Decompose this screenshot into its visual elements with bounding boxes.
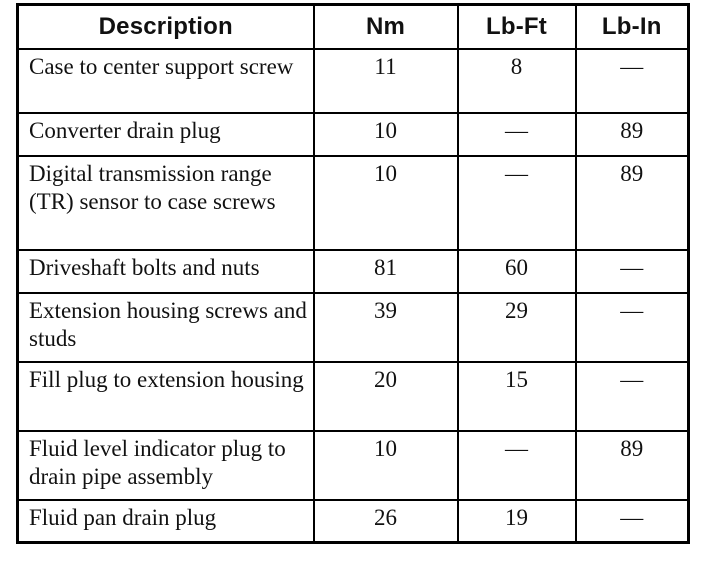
cell-lbft: 19 (458, 500, 576, 543)
cell-nm: 10 (314, 156, 458, 250)
cell-description: Driveshaft bolts and nuts (18, 250, 314, 293)
cell-description: Extension housing screws and studs (18, 293, 314, 362)
table-row (18, 49, 689, 113)
cell-lbin: — (576, 500, 689, 543)
table-row (18, 500, 689, 543)
cell-description: Fluid pan drain plug (18, 500, 314, 543)
table-header-row (18, 5, 689, 50)
cell-nm: 39 (314, 293, 458, 362)
cell-lbin: 89 (576, 156, 689, 250)
table-row (18, 156, 689, 250)
cell-lbin: 89 (576, 431, 689, 500)
cell-lbft: — (458, 113, 576, 156)
cell-nm: 11 (314, 49, 458, 113)
cell-lbin: — (576, 250, 689, 293)
cell-nm: 26 (314, 500, 458, 543)
table-row (18, 293, 689, 362)
cell-description: Case to center support screw (18, 49, 314, 113)
cell-lbft: 15 (458, 362, 576, 431)
cell-description: Fill plug to extension housing (18, 362, 314, 431)
table-row (18, 250, 689, 293)
header-nm: Nm (314, 5, 458, 50)
table-row (18, 431, 689, 500)
cell-lbin: — (576, 293, 689, 362)
cell-nm: 20 (314, 362, 458, 431)
cell-lbin: — (576, 362, 689, 431)
table-row (18, 362, 689, 431)
cell-description: Converter drain plug (18, 113, 314, 156)
cell-lbin: 89 (576, 113, 689, 156)
header-description: Description (18, 5, 314, 50)
torque-spec-table (16, 3, 690, 544)
cell-lbft: — (458, 431, 576, 500)
cell-lbft: 29 (458, 293, 576, 362)
cell-nm: 81 (314, 250, 458, 293)
cell-lbft: — (458, 156, 576, 250)
table-row (18, 113, 689, 156)
cell-nm: 10 (314, 431, 458, 500)
cell-lbft: 60 (458, 250, 576, 293)
header-lbft: Lb-Ft (458, 5, 576, 50)
cell-description: Fluid level indicator plug to drain pipe assembly (18, 431, 314, 500)
cell-lbin: — (576, 49, 689, 113)
header-lbin: Lb-In (576, 5, 689, 50)
cell-lbft: 8 (458, 49, 576, 113)
cell-description: Digital transmission range (TR) sensor to case screws (18, 156, 314, 250)
cell-nm: 10 (314, 113, 458, 156)
